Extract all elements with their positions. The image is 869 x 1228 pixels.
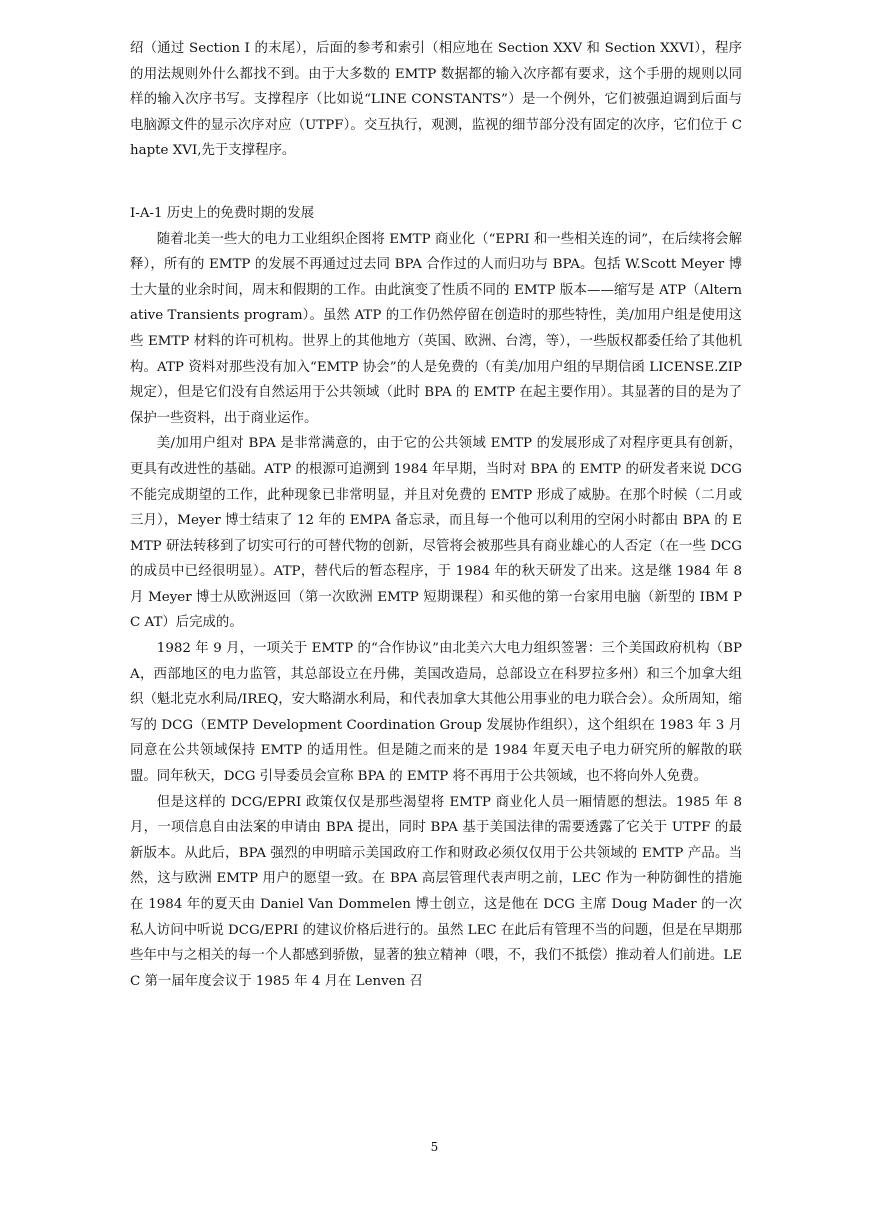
body-paragraph-4: 但是这样的 DCG/EPRI 政策仅仅是那些渴望将 EMTP 商业化人员一厢情愿的想法。1985 年 8 月，一项信息自由法案的申请由 BPA 提出，同时 BPA 基于美国法律的需要透露了它关于 UTPF 的最新版本。从此后，BPA 强烈的申明暗示美国政府工作和财政必须仅仅用于公共领域的 EMTP 产品。当然，这与欧洲 EMTP 用户的愿望一致。在 BPA 高层管理代表声明之前，LEC 作为一种防御性的措施在 1984 年的夏天由 Daniel Van Dommelen 博士创立，这是他在 DCG 主席 Doug Mader 的一次私人访问中听说 DCG/EPRI 的建议价格后进行的。虽然 LEC 在此后有管理不当的问题，但是在早期那些年中与之相关的每一个人都感到骄傲，显著的独立精神（喂，不，我们不抵偿）推动着人们前进。LEC 第一届年度会议于 1985 年 4 月在 Lenven 召 bbox=[130, 794, 742, 989]
body-paragraph-3: 1982 年 9 月，一项关于 EMTP 的“合作协议”由北美六大电力组织签署：三个美国政府机构（BPA，西部地区的电力监管，其总部设立在丹佛，美国改造局，总部设立在科罗拉多州）和三个加拿大组织（魁北克水利局/IREQ，安大略湖水利局，和代表加拿大其他公用事业的电力联合会）。众所周知，缩写的 DCG（EMTP Development Coordination Group 发展协作组织），这个组织在 1983 年 3 月同意在公共领域保持 EMTP 的适用性。但是随之而来的是 1984 年夏天电子电力研究所的解散的联盟。同年秋天，DCG 引导委员会宣称 BPA 的 EMTP 将不再用于公共领域，也不将向外人免费。 bbox=[130, 641, 742, 785]
body-paragraph-1: 随着北美一些大的电力工业组织企图将 EMTP 商业化（“EPRI 和一些相关连的词”，在后续将会解释），所有的 EMTP 的发展不再通过过去同 BPA 合作过的人而归功与 BPA。包括 W.Scott Meyer 博士大量的业余时间，周末和假期的工作。由此演变了性质不同的 EMTP 版本——缩写是 ATP（Alternative Transients program）。虽然 ATP 的工作仍然停留在创造时的那些特性，美/加用户组是使用这些 EMTP 材料的许可机构。世界上的其他地方（英国、欧洲、台湾，等），一些版权都委任给了其他机构。ATP 资料对那些没有加入“EMTP 协会”的人是免费的（有美/加用户组的早期信函 LICENSE.ZIP 规定），但是它们没有自然运用于公共领域（此时 BPA 的 EMTP 在起主要作用）。其显著的目的是为了保护一些资料，出于商业运作。 bbox=[130, 231, 742, 426]
document-page bbox=[130, 36, 742, 994]
body-paragraph-2: 美/加用户组对 BPA 是非常满意的，由于它的公共领域 EMTP 的发展形成了对程序更具有创新，更具有改进性的基础。ATP 的根源可追溯到 1984 年早期，当时对 BPA 的 EMTP 的研发者来说 DCG 不能完成期望的工作，此种现象已非常明显，并且对免费的 EMTP 形成了威胁。在那个时候（二月或三月），Meyer 博士结束了 12 年的 EMPA 备忘录，而且每一个他可以利用的空闲小时都由 BPA 的 EMTP 研法转移到了切实可行的可替代物的创新，尽管将会被那些具有商业雄心的人否定（在一些 DCG 的成员中已经很明显）。ATP，替代后的暂态程序，于 1984 年的秋天研发了出来。这是继 1984 年 8 月 Meyer 博士从欧洲返回（第一次欧洲 EMTP 短期课程）和买他的第一台家用电脑（新型的 IBM PC AT）后完成的。 bbox=[130, 436, 742, 631]
section-heading: I-A-1 历史上的免费时期的发展 bbox=[130, 205, 315, 221]
page-number: 5 bbox=[430, 1140, 439, 1154]
section-spacer bbox=[130, 164, 742, 201]
intro-paragraph: 绍（通过 Section Ⅰ 的末尾），后面的参考和索引（相应地在 Section XXV 和 Section XXVI），程序的用法规则外什么都找不到。由于大多数的 EMTP 数据都的输入次序都有要求，这个手册的规则以同样的输入次序书写。支撑程序（比如说“LINE CONSTANTS”）是一个例外，它们被强迫调到后面与电脑源文件的显示次序对应（UTPF）。交互执行，观测，监视的细节部分没有固定的次序，它们位于 Chapte XVI,先于支撑程序。 bbox=[130, 41, 742, 159]
